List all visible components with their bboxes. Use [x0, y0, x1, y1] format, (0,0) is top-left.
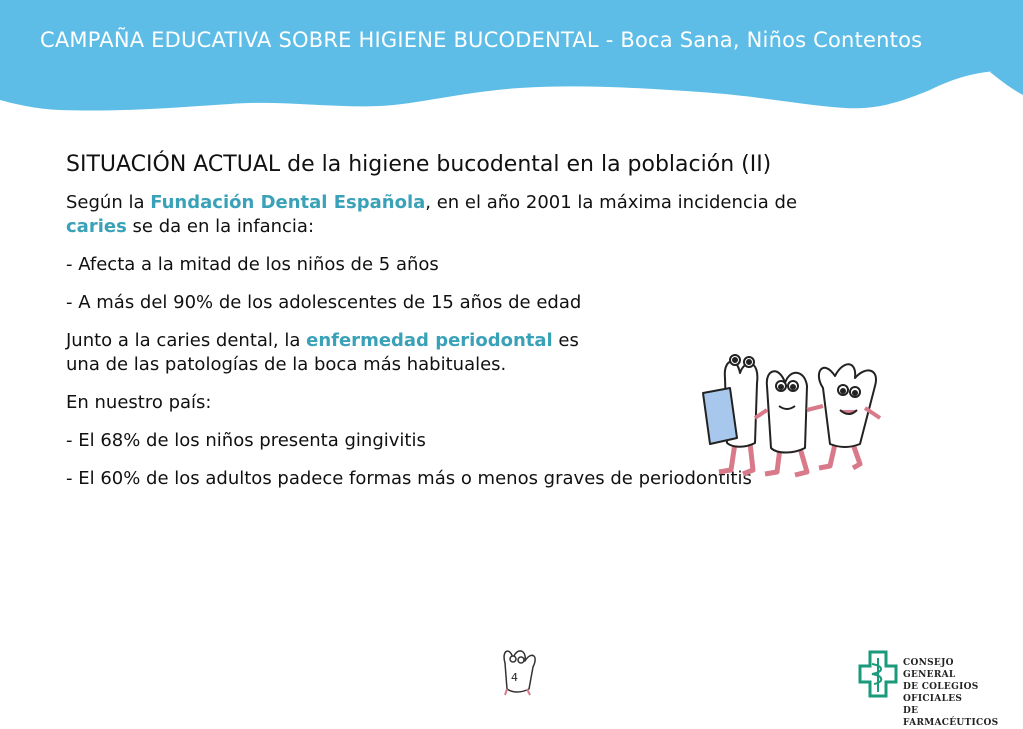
teeth-cartoon-illustration — [695, 348, 915, 483]
header-title: CAMPAÑA EDUCATIVA SOBRE HIGIENE BUCODENTAL - Boca Sana, Niños Contentos — [40, 28, 923, 52]
bullet-gingivitis: - El 68% de los niños presenta gingivitis — [66, 430, 426, 451]
intro-paragraph — [66, 191, 946, 239]
intro-mid: , en el año 2001 la máxima incidencia de — [425, 192, 798, 213]
perio-pre: Junto a la caries dental, la — [66, 330, 307, 351]
fundacion-link-text: Fundación Dental Española — [150, 192, 426, 213]
tooth-mascot-icon — [497, 645, 539, 697]
consejo-logo — [858, 650, 1008, 728]
bullet-periodontitis: - El 60% de los adultos padece formas más o menos graves de periodontitis — [66, 468, 752, 489]
bullet-children-5: - Afecta a la mitad de los niños de 5 años — [66, 254, 439, 275]
slide-heading: SITUACIÓN ACTUAL de la higiene bucodental en la población (II) — [66, 152, 772, 177]
country-label: En nuestro país: — [66, 392, 212, 413]
logo-line-2: DE COLEGIOS OFICIALES — [903, 682, 979, 704]
bullet-adolescents-15: - A más del 90% de los adolescentes de 15 años de edad — [66, 292, 582, 313]
logo-line-3: DE FARMACÉUTICOS — [903, 706, 999, 728]
header-banner — [0, 0, 1023, 130]
caries-term: caries — [66, 216, 127, 237]
logo-line-1: CONSEJO GENERAL — [903, 658, 956, 680]
page-number: 4 — [511, 671, 518, 684]
logo-text — [903, 657, 1008, 729]
pharmacy-cross-icon — [858, 650, 898, 698]
perio-post-2: una de las patologías de la boca más habituales. — [66, 354, 507, 375]
intro-pre: Según la — [66, 192, 151, 213]
intro-post: se da en la infancia: — [126, 216, 315, 237]
perio-post-1: es — [552, 330, 579, 351]
periodontal-term: enfermedad periodontal — [306, 330, 553, 351]
